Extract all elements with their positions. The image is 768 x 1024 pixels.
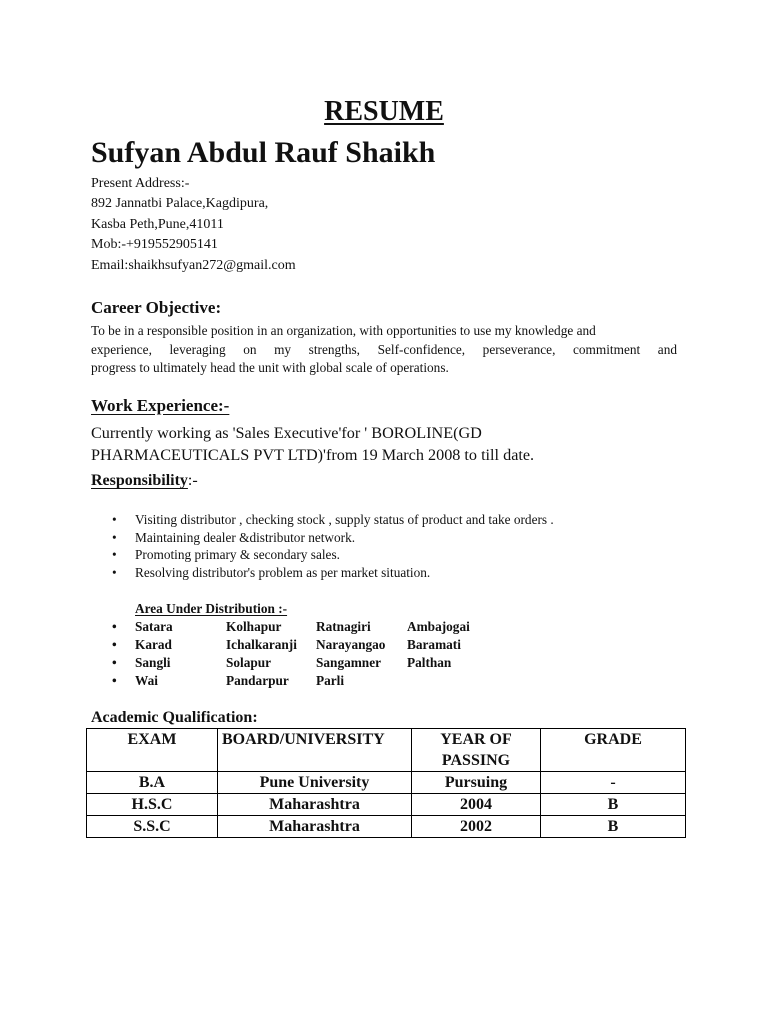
career-objective-line: progress to ultimately head the unit with global scale of operations.	[91, 360, 449, 375]
academic-table	[86, 728, 686, 838]
column-header-grade: GRADE	[541, 729, 686, 772]
area-cell: Satara	[135, 619, 173, 634]
area-cell: Kolhapur	[226, 619, 282, 634]
table-cell: 2002	[412, 816, 541, 838]
area-cell: Ratnagiri	[316, 619, 371, 634]
contact-email: Email:shaikhsufyan272@gmail.com	[91, 258, 296, 273]
table-row	[87, 772, 686, 794]
table-row	[87, 794, 686, 816]
table-cell: Pursuing	[412, 772, 541, 794]
responsibility-heading	[91, 472, 198, 490]
contact-address-line-1: 892 Jannatbi Palace,Kagdipura,	[91, 196, 269, 211]
table-row	[87, 816, 686, 838]
area-cell: Wai	[135, 673, 158, 688]
career-objective-line: experience, leveraging on my strengths, Self-confidence, perseverance, commitment and	[91, 341, 677, 357]
responsibility-list	[112, 511, 554, 581]
list-item: • Resolving distributor's problem as per market situation.	[112, 564, 554, 582]
column-header-board: BOARD/UNIVERSITY	[218, 729, 412, 772]
bullet-icon: •	[112, 655, 117, 670]
list-item: • Maintaining dealer &distributor network.	[112, 529, 554, 547]
area-cell: Palthan	[407, 655, 452, 670]
contact-mobile: Mob:-+919552905141	[91, 237, 218, 252]
area-cell: Parli	[316, 673, 345, 688]
contact-address-line-2: Kasba Peth,Pune,41011	[91, 217, 224, 232]
column-header-year: YEAR OF PASSING	[412, 729, 541, 772]
document-title: RESUME	[324, 96, 444, 127]
column-header-exam: EXAM	[87, 729, 218, 772]
area-cell: Sangli	[135, 655, 171, 670]
area-cell: Ichalkaranji	[226, 637, 297, 652]
area-cell: Pandarpur	[226, 673, 289, 688]
area-distribution-heading: Area Under Distribution :-	[135, 601, 288, 616]
table-cell: H.S.C	[87, 794, 218, 816]
career-objective-text	[91, 322, 677, 378]
work-experience-line: PHARMACEUTICALS PVT LTD)'from 19 March 2008 to till date.	[91, 445, 535, 464]
table-cell: 2004	[412, 794, 541, 816]
bullet-icon: •	[112, 619, 117, 634]
contact-address-label: Present Address:-	[91, 176, 190, 191]
table-cell: -	[541, 772, 686, 794]
responsibility-heading-label: Responsibility	[91, 472, 188, 489]
bullet-icon: •	[112, 673, 117, 688]
academic-qualification-heading: Academic Qualification:	[91, 709, 258, 726]
bullet-icon: •	[112, 637, 117, 652]
work-experience-heading: Work Experience:-	[91, 396, 230, 415]
area-cell: Baramati	[407, 637, 461, 652]
work-experience-text	[91, 423, 534, 466]
area-cell: Sangamner	[316, 655, 382, 670]
career-objective-heading: Career Objective:	[91, 298, 222, 317]
table-cell: Pune University	[218, 772, 412, 794]
table-cell: Maharashtra	[218, 794, 412, 816]
table-header-row	[87, 729, 686, 772]
career-objective-line: To be in a responsible position in an organization, with opportunities to use my knowledge and	[91, 323, 596, 338]
candidate-name: Sufyan Abdul Rauf Shaikh	[91, 136, 436, 169]
table-cell: S.S.C	[87, 816, 218, 838]
table-cell: B	[541, 816, 686, 838]
table-cell: B	[541, 794, 686, 816]
area-cell: Narayangao	[316, 637, 386, 652]
area-cell: Karad	[135, 637, 172, 652]
area-cell: Solapur	[226, 655, 272, 670]
work-experience-line: Currently working as 'Sales Executive'for ' BOROLINE(GD	[91, 424, 482, 442]
table-cell: B.A	[87, 772, 218, 794]
list-item: • Visiting distributor , checking stock , supply status of product and take orders .	[112, 511, 554, 529]
list-item: • Promoting primary & secondary sales.	[112, 546, 554, 564]
table-cell: Maharashtra	[218, 816, 412, 838]
area-cell: Ambajogai	[407, 619, 470, 634]
responsibility-heading-suffix: :-	[187, 472, 198, 489]
